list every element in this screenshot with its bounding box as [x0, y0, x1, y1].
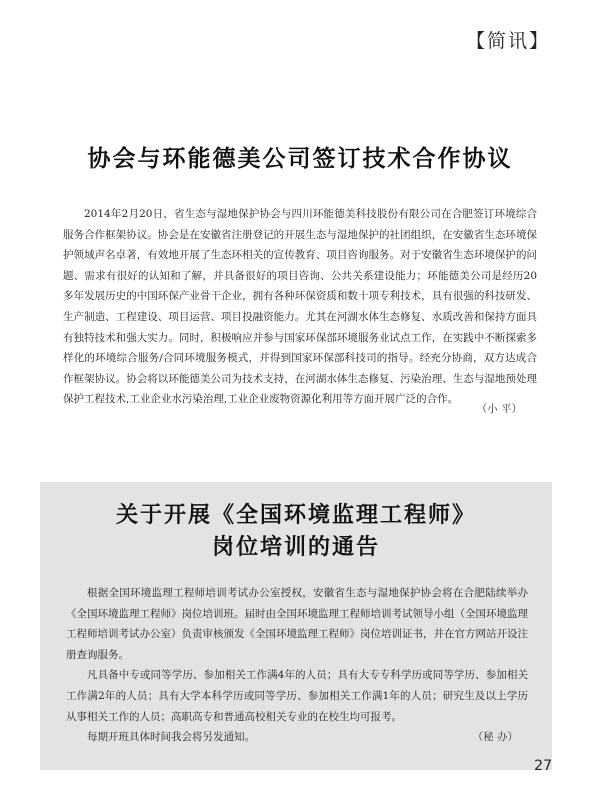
article-body: 2014年2月20日，省生态与湿地保护协会与四川环能德美科技股份有限公司在合肥签订环境综合服务合作框架协议。协会是在安徽省注册登记的开展生态与湿地保护的社团组织，在安徽省生态环境保护领域声名卓著，有效地开展了生态环相关的宣传教育、项目咨询服务。对于安徽省生态环境保护的问题、需求有很好的认知和了解，并具备很好的项目咨询、公共关系建设能力；环能德美公司是经历20多年发展历史的中国环保产业骨干企业，拥有各种环保资质和数十项专利技术，具有很强的科技研发、生产制造、工程建设、项目运营、项目投融资能力。尤其在河湖水体生态修复、水质改善和保持方面具有独特技术和强大实力。同时，积极响应并参与国家环保部环境服务业试点工作，在实践中不断探索多样化的环境综合服务/合同环境服务模式，并得到国家环保部科技司的指导。经充分协商，双方达成合作框架协议。协会将以环能德美公司为技术支持，在河湖水体生态修复、污染治理、生态与湿地预处理保护工程技术,工业企业水污染治理,工业企业废物资源化利用等方面开展广泛的合作。 — [63, 208, 537, 406]
article-title: 协会与环能德美公司签订技术合作协议 — [87, 146, 513, 172]
page-number: 27 — [534, 758, 552, 774]
notice-box — [40, 482, 552, 770]
notice-title-line-2: 岗位培训的通告 — [211, 535, 380, 560]
notice-paragraph: 根据全国环境监理工程师培训考试办公室授权，安徽省生态与湿地保护协会将在合肥陆续举办《全国环境监理工程师》岗位培训班。届时由全国环境监理工程师培训考试领导小组（全国环境监理工程师培训考试办公室）负责审核颁发《全国环境监理工程师》岗位培训证书，并在官方网站开设注册查询服务。 — [66, 587, 528, 661]
notice-title — [40, 500, 552, 564]
section-tag: 【简讯】 — [465, 30, 550, 52]
notice-paragraph: 凡具备中专或同等学历、参加相关工作满4年的人员；具有大专专科学历或同等学历、参加相关工作满2年的人员；具有大学本科学历或同等学历、参加相关工作满1年的人员；研究生及以上学历从事相关工作的人员；高职高专和普通高校相关专业的在校生均可报考。 — [66, 669, 528, 723]
notice-title-line-1: 关于开展《全国环境监理工程师》 — [115, 503, 476, 528]
notice-signature: （秘 办） — [472, 731, 518, 743]
article-author-signature: （小 平） — [476, 403, 522, 415]
notice-body — [66, 583, 528, 748]
notice-paragraph: 每期开班具体时间我会将另发通知。 — [87, 731, 255, 744]
